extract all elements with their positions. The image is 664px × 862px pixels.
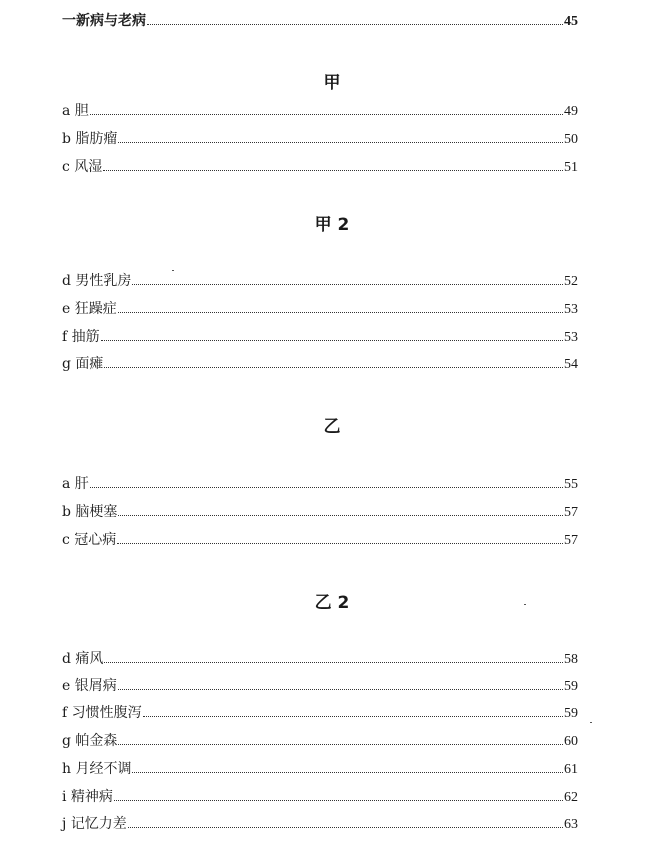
- toc-entry-label: c 冠心病: [62, 532, 117, 548]
- toc-entry: [62, 728, 578, 750]
- scan-speck: [172, 270, 174, 271]
- toc-entry-page: 62: [564, 790, 578, 805]
- toc-entry-page: 61: [564, 762, 578, 777]
- toc-entry-page: 53: [564, 302, 578, 317]
- dot-leader: [118, 515, 563, 516]
- toc-entry-page: 51: [564, 160, 578, 175]
- toc-entry-page: 52: [564, 274, 578, 289]
- toc-entry: [62, 98, 578, 120]
- toc-entry: [62, 499, 578, 521]
- toc-entry-page: 53: [564, 330, 578, 345]
- toc-entry-label: e 狂躁症: [62, 301, 117, 317]
- toc-entry-page: 50: [564, 132, 578, 147]
- toc-entry: [62, 126, 578, 148]
- toc-entry-label: h 月经不调: [62, 761, 132, 777]
- dot-leader: [101, 340, 563, 341]
- dot-leader: [118, 142, 563, 143]
- toc-entry: [62, 324, 578, 346]
- toc-entry: [62, 673, 578, 695]
- dot-leader: [117, 543, 563, 544]
- toc-entry-label: f 习惯性腹泻: [62, 705, 142, 721]
- toc-entry-label: i 精神病: [62, 789, 113, 805]
- dot-leader: [104, 367, 563, 368]
- toc-entry: [62, 700, 578, 722]
- toc-entry: [62, 756, 578, 778]
- toc-entry-page: 54: [564, 357, 578, 372]
- toc-entry-page: 63: [564, 817, 578, 832]
- toc-entry-page: 55: [564, 477, 578, 492]
- toc-entry: [62, 296, 578, 318]
- dot-leader: [114, 800, 563, 801]
- dot-leader: [118, 689, 563, 690]
- toc-entry-page: 49: [564, 104, 578, 119]
- toc-entry: [62, 527, 578, 549]
- toc-entry-label: b 脑梗塞: [62, 504, 118, 520]
- toc-entry: [62, 154, 578, 176]
- toc-entry-page: 60: [564, 734, 578, 749]
- toc-entry-label: j 记忆力差: [62, 816, 127, 832]
- toc-entry: [62, 268, 578, 290]
- toc-entry-page: 59: [564, 679, 578, 694]
- dot-leader: [132, 772, 563, 773]
- toc-entry: [62, 646, 578, 668]
- toc-entry-page: 58: [564, 652, 578, 667]
- toc-entry-page: 45: [564, 14, 578, 29]
- toc-entry-label: b 脂肪瘤: [62, 131, 118, 147]
- dot-leader: [143, 716, 563, 717]
- dot-leader: [90, 487, 563, 488]
- dot-leader: [118, 312, 563, 313]
- toc-entry-label: g 帕金森: [62, 733, 118, 749]
- toc-entry-label: f 抽筋: [62, 329, 100, 345]
- toc-entry-label: c 风湿: [62, 159, 103, 175]
- section-heading-jia-2: 甲 2: [314, 215, 350, 235]
- section-heading-jia: 甲: [323, 73, 341, 93]
- toc-entry-label: a 胆: [62, 103, 89, 119]
- dot-leader: [147, 24, 563, 25]
- dot-leader: [104, 662, 563, 663]
- toc-entry-label: e 银屑病: [62, 678, 117, 694]
- dot-leader: [103, 170, 563, 171]
- section-heading-yi-2: 乙 2: [314, 593, 350, 613]
- toc-entry: [62, 784, 578, 806]
- dot-leader: [90, 114, 563, 115]
- toc-entry-label: d 痛风: [62, 651, 104, 667]
- toc-entry-label: 一新病与老病: [62, 13, 146, 29]
- toc-entry-label: a 肝: [62, 476, 89, 492]
- toc-entry-label: g 面瘫: [62, 356, 104, 372]
- dot-leader: [128, 827, 563, 828]
- toc-entry-page: 57: [564, 533, 578, 548]
- scan-speck: [590, 722, 592, 723]
- toc-entry-intro: [62, 8, 578, 30]
- toc-entry-page: 59: [564, 706, 578, 721]
- dot-leader: [118, 744, 563, 745]
- section-heading-yi: 乙: [323, 417, 341, 437]
- dot-leader: [132, 284, 563, 285]
- toc-entry: [62, 811, 578, 833]
- toc-entry: [62, 471, 578, 493]
- toc-entry-page: 57: [564, 505, 578, 520]
- scan-speck: [524, 604, 526, 605]
- toc-entry-label: d 男性乳房: [62, 273, 132, 289]
- toc-entry: [62, 351, 578, 373]
